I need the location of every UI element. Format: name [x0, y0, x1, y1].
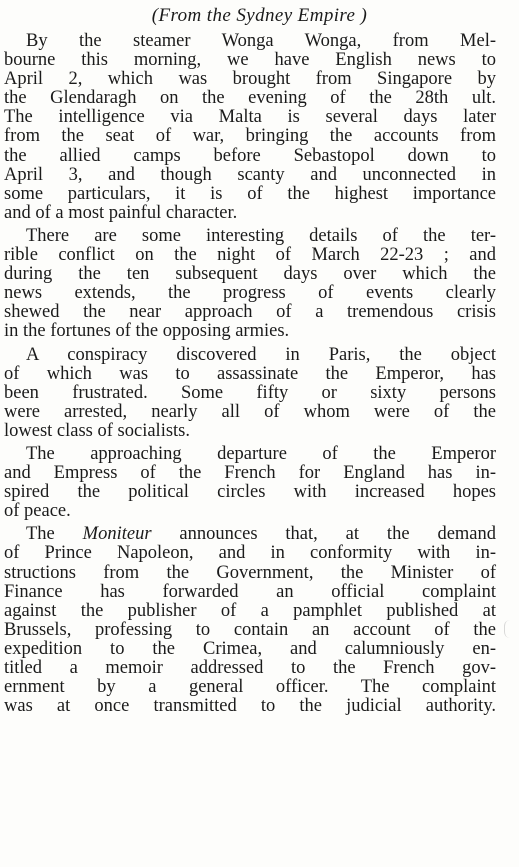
paragraph-moniteur [4, 525, 496, 716]
text-line: of Prince Napoleon, and in conformity with in- [4, 543, 496, 564]
paragraph-march-conflict [4, 227, 496, 342]
text-line: was at once transmitted to the judicial authority. [4, 696, 496, 717]
text-line: structions from the Government, the Minister of [4, 562, 496, 583]
text-line: the Glendaragh on the evening of the 28th ult. [4, 88, 496, 109]
text-line: during the ten subsequent days over which the [4, 264, 496, 285]
text-line: ernment by a general officer. The complaint [4, 677, 496, 698]
article-heading: (From the Sydney Empire ) [151, 5, 368, 26]
text-line: bourne this morning, we have English news to [4, 50, 496, 71]
text-line: and Empress of the French for England has in- [4, 463, 496, 484]
text-line: and of a most painful character. [4, 202, 238, 223]
paper-smudge [504, 620, 517, 638]
moniteur-title: Moniteur [82, 524, 152, 545]
text-line: The intelligence via Malta is several days later [4, 107, 496, 128]
text-line: from the seat of war, bringing the accounts from [4, 126, 496, 147]
text-line: the allied camps before Sebastopol down to [4, 145, 496, 166]
text-line: spired the political circles with increased hopes [4, 482, 496, 503]
text-line: were arrested, nearly all of whom were of the [4, 401, 496, 422]
article-body [4, 32, 496, 716]
text-line: lowest class of socialists. [4, 420, 191, 441]
text-line: titled a memoir addressed to the French gov- [4, 658, 496, 678]
paragraph-wonga-wonga [4, 32, 496, 223]
text-line: April 3, and though scanty and unconnected in [4, 164, 496, 185]
text-line: in the fortunes of the opposing armies. [4, 321, 290, 342]
text-line: Finance has forwarded an official complaint [4, 581, 496, 602]
text-line: of peace. [4, 501, 71, 522]
text-line: By the steamer Wonga Wonga, from Mel- [26, 31, 496, 51]
text-line: The Moniteur announces that, at the demand [26, 524, 496, 545]
text-line: shewed the near approach of a tremendous crisis [4, 302, 496, 323]
text-line: rible conflict on the night of March 22-23 ; and [4, 245, 496, 266]
text-line: of which was to assassinate the Emperor, has [4, 363, 496, 384]
text-line: some particulars, it is of the highest importance [4, 183, 496, 204]
text-line: news extends, the progress of events clearly [4, 283, 496, 304]
text-line: There are some interesting details of the ter- [26, 225, 496, 246]
text-line: A conspiracy discovered in Paris, the object [26, 344, 496, 365]
paragraph-emperor-departure [4, 445, 496, 521]
text-line: been frustrated. Some fifty or sixty persons [4, 382, 496, 403]
text-line: April 2, which was brought from Singapore by [4, 69, 496, 90]
text-line: expedition to the Crimea, and calumniously en- [4, 638, 496, 659]
text-line: Brussels, professing to contain an account of the [4, 619, 496, 640]
text-line: The approaching departure of the Emperor [26, 443, 496, 464]
text-line: against the publisher of a pamphlet published at [4, 600, 496, 621]
paragraph-paris-conspiracy [4, 346, 496, 441]
